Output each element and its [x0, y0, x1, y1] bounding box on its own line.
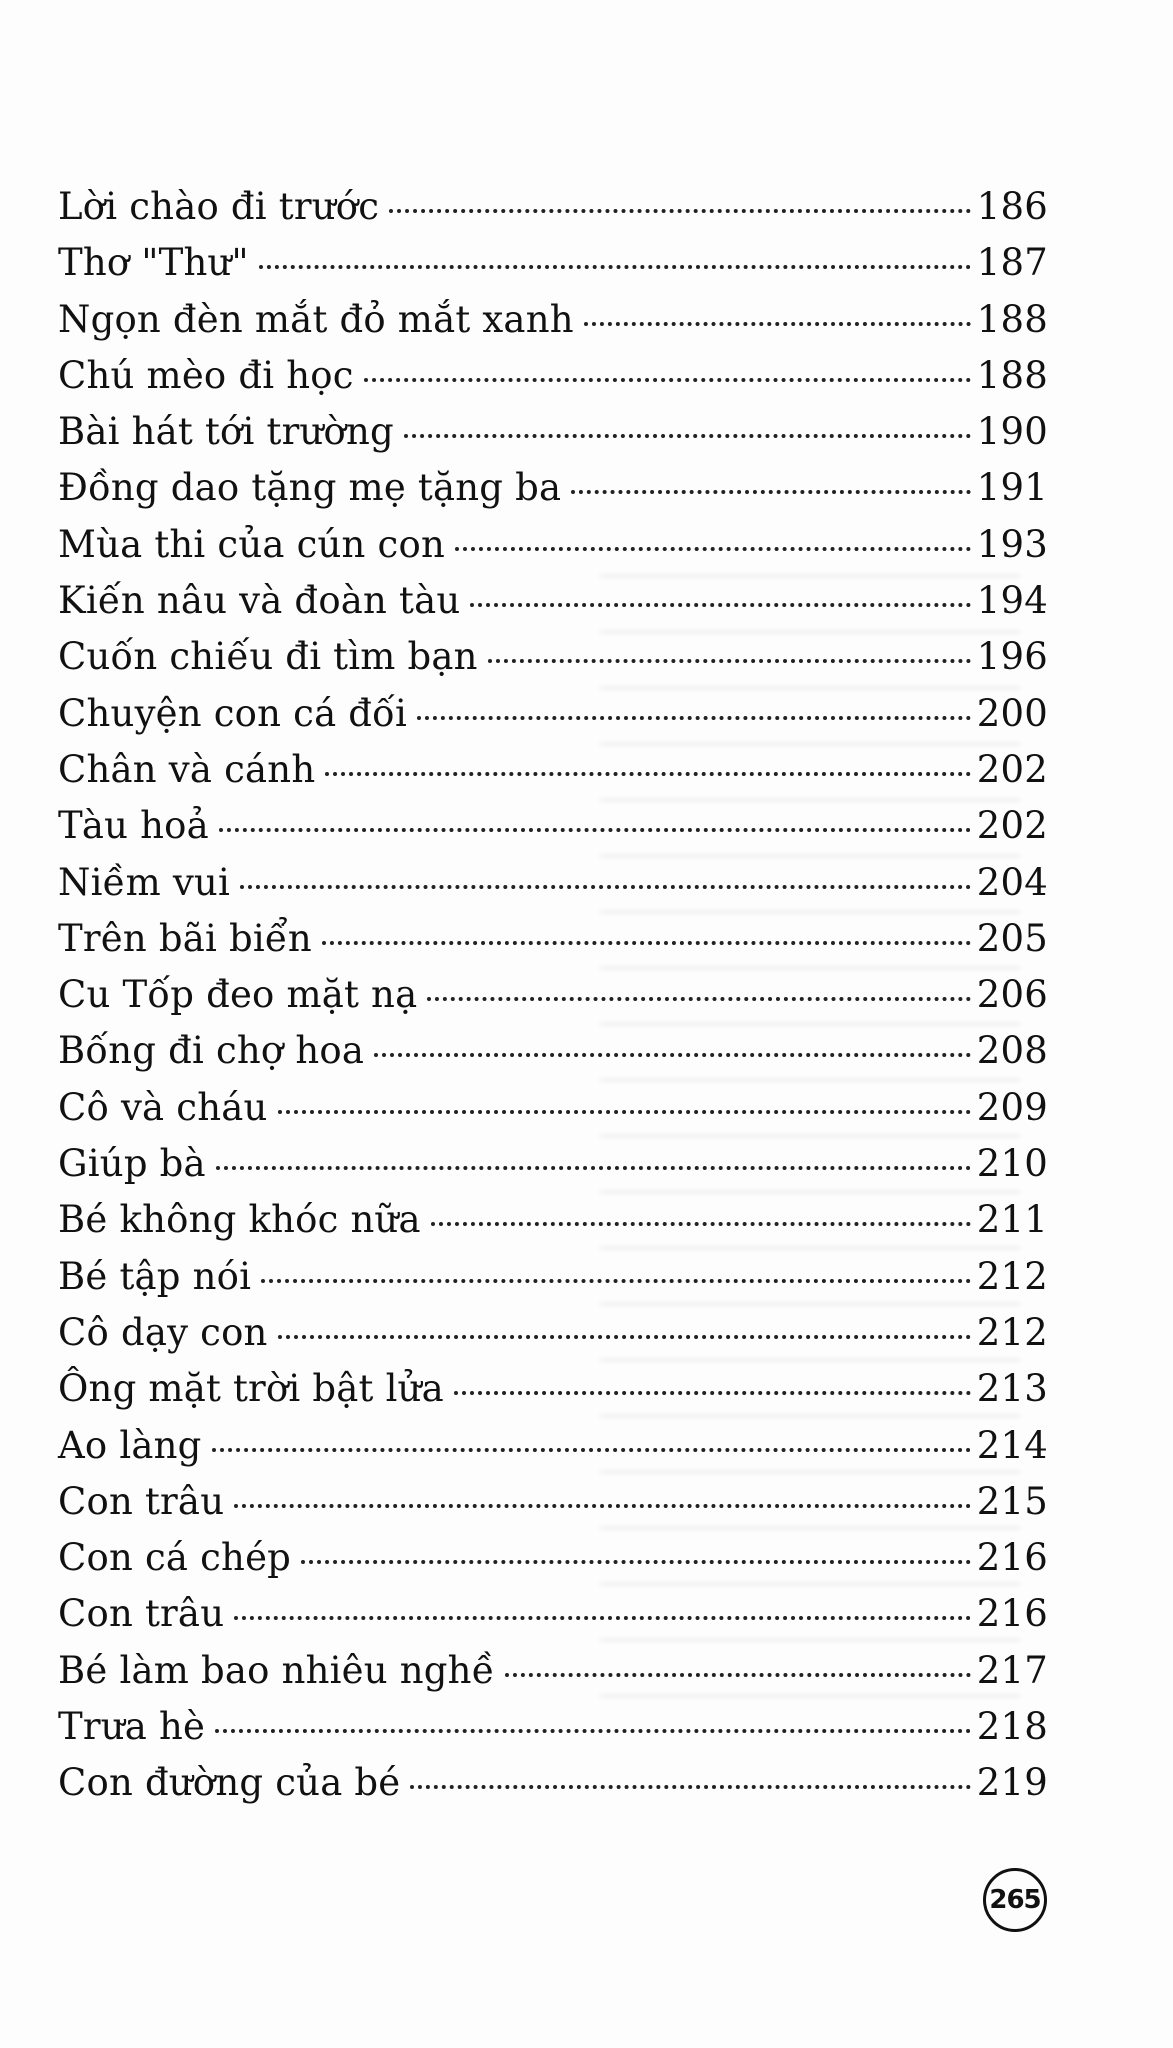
dot-leader — [216, 1166, 971, 1170]
toc-entry-page: 190 — [976, 410, 1048, 454]
toc-entry — [58, 1755, 1048, 1811]
toc-entry-title: Cu Tốp đeo mặt nạ — [58, 973, 418, 1017]
toc-entry — [58, 911, 1048, 967]
toc-entry-title: Tàu hoả — [58, 804, 209, 848]
dot-leader — [234, 1616, 971, 1620]
dot-leader — [374, 1053, 971, 1057]
toc-entry-title: Con trâu — [58, 1479, 225, 1523]
toc-entry — [58, 404, 1048, 460]
toc-entry-title: Cô và cháu — [58, 1085, 268, 1129]
toc-entry — [58, 460, 1048, 516]
toc-entry-title: Thơ "Thư" — [58, 241, 249, 285]
toc-entry-page: 205 — [976, 916, 1048, 960]
toc-entry — [58, 573, 1048, 629]
toc-entry-page: 210 — [976, 1142, 1048, 1186]
toc-entry-title: Chân và cánh — [58, 747, 316, 791]
dot-leader — [431, 1222, 971, 1226]
toc-entry-title: Bé tập nói — [58, 1254, 252, 1298]
toc-entry-title: Lời chào đi trước — [58, 185, 380, 228]
toc-entry-page: 193 — [976, 522, 1048, 566]
toc-entry-title: Con cá chép — [58, 1536, 292, 1580]
toc-entry-page: 186 — [976, 185, 1048, 228]
toc-entry — [58, 292, 1048, 348]
toc-entry-page: 213 — [976, 1367, 1048, 1411]
dot-leader — [322, 941, 971, 945]
toc-entry — [58, 742, 1048, 798]
toc-entry-title: Trưa hè — [58, 1705, 206, 1749]
toc-entry — [58, 1474, 1048, 1530]
toc-entry — [58, 179, 1048, 235]
toc-entry — [58, 517, 1048, 573]
toc-entry — [58, 348, 1048, 404]
page-number-badge — [983, 1868, 1047, 1932]
dot-leader — [427, 997, 970, 1001]
toc-entry-title: Cô dạy con — [58, 1310, 268, 1354]
toc-entry-title: Đồng dao tặng mẹ tặng ba — [58, 466, 562, 510]
dot-leader — [212, 1448, 971, 1452]
toc-entry — [58, 798, 1048, 854]
toc-entry-page: 204 — [976, 860, 1048, 904]
dot-leader — [234, 1504, 971, 1508]
toc-entry-title: Ngọn đèn mắt đỏ mắt xanh — [58, 297, 574, 341]
toc-entry-page: 212 — [976, 1310, 1048, 1354]
toc-entry — [58, 1586, 1048, 1642]
toc-entry — [58, 1249, 1048, 1305]
toc-entry — [58, 1023, 1048, 1079]
toc-entry-title: Mùa thi của cún con — [58, 522, 445, 566]
toc-entry — [58, 1643, 1048, 1699]
toc-entry — [58, 1136, 1048, 1192]
dot-leader — [301, 1560, 971, 1564]
dot-leader — [389, 209, 971, 213]
dot-leader — [364, 378, 971, 382]
dot-leader — [278, 1110, 971, 1114]
toc-entry-title: Ao làng — [58, 1423, 202, 1467]
dot-leader — [470, 603, 970, 607]
toc-entry — [58, 235, 1048, 291]
dot-leader — [215, 1729, 971, 1733]
toc-entry-title: Bé không khóc nữa — [58, 1198, 421, 1242]
toc-entry-title: Niềm vui — [58, 860, 230, 904]
dot-leader — [278, 1335, 971, 1339]
dot-leader — [454, 1391, 971, 1395]
toc-entry-page: 187 — [976, 241, 1048, 285]
dot-leader — [240, 885, 971, 889]
toc-entry — [58, 1192, 1048, 1248]
toc-entry-page: 196 — [976, 635, 1048, 679]
table-of-contents — [58, 179, 1048, 1812]
toc-entry-page: 202 — [976, 804, 1048, 848]
toc-entry — [58, 629, 1048, 685]
toc-entry-page: 200 — [976, 691, 1048, 735]
toc-entry-page: 214 — [976, 1423, 1048, 1467]
toc-entry — [58, 686, 1048, 742]
toc-entry-title: Chuyện con cá đối — [58, 691, 408, 735]
toc-entry-page: 208 — [976, 1029, 1048, 1073]
toc-entry-title: Con đường của bé — [58, 1761, 401, 1805]
toc-entry-title: Bé làm bao nhiêu nghề — [58, 1648, 495, 1692]
toc-entry-page: 215 — [976, 1479, 1048, 1523]
dot-leader — [455, 547, 971, 551]
dot-leader — [261, 1279, 971, 1283]
toc-entry-page: 191 — [976, 466, 1048, 510]
toc-entry — [58, 1418, 1048, 1474]
toc-entry-title: Chú mèo đi học — [58, 353, 354, 397]
toc-entry-page: 194 — [976, 579, 1048, 623]
dot-leader — [584, 322, 971, 326]
dot-leader — [404, 434, 971, 438]
dot-leader — [505, 1673, 971, 1677]
dot-leader — [325, 772, 970, 776]
toc-entry-title: Con trâu — [58, 1592, 225, 1636]
dot-leader — [488, 659, 971, 663]
toc-entry — [58, 1530, 1048, 1586]
toc-entry-page: 217 — [976, 1648, 1048, 1692]
toc-entry — [58, 1361, 1048, 1417]
toc-entry-title: Cuốn chiếu đi tìm bạn — [58, 635, 478, 679]
toc-entry-page: 212 — [976, 1254, 1048, 1298]
toc-entry-page: 211 — [976, 1198, 1048, 1242]
toc-entry-page: 218 — [976, 1705, 1048, 1749]
toc-entry-page: 206 — [976, 973, 1048, 1017]
toc-entry — [58, 855, 1048, 911]
toc-entry-title: Ông mặt trời bật lửa — [58, 1367, 444, 1411]
toc-entry-page: 219 — [976, 1761, 1048, 1805]
toc-entry-title: Bài hát tới trường — [58, 410, 394, 454]
toc-entry-title: Trên bãi biển — [58, 916, 312, 960]
dot-leader — [571, 490, 971, 494]
toc-entry-page: 202 — [976, 747, 1048, 791]
toc-entry-page: 216 — [976, 1536, 1048, 1580]
toc-entry-page: 188 — [976, 353, 1048, 397]
dot-leader — [410, 1785, 970, 1789]
toc-entry-title: Kiến nâu và đoàn tàu — [58, 579, 461, 623]
toc-entry — [58, 1080, 1048, 1136]
toc-entry-page: 188 — [976, 297, 1048, 341]
toc-entry — [58, 967, 1048, 1023]
dot-leader — [259, 265, 971, 269]
dot-leader — [219, 828, 971, 832]
toc-entry — [58, 1699, 1048, 1755]
toc-entry-page: 216 — [976, 1592, 1048, 1636]
toc-entry — [58, 1305, 1048, 1361]
toc-entry-title: Giúp bà — [58, 1142, 206, 1186]
toc-entry-title: Bống đi chợ hoa — [58, 1029, 365, 1073]
dot-leader — [417, 716, 971, 720]
toc-entry-page: 209 — [976, 1085, 1048, 1129]
page-number: 265 — [989, 1885, 1041, 1915]
